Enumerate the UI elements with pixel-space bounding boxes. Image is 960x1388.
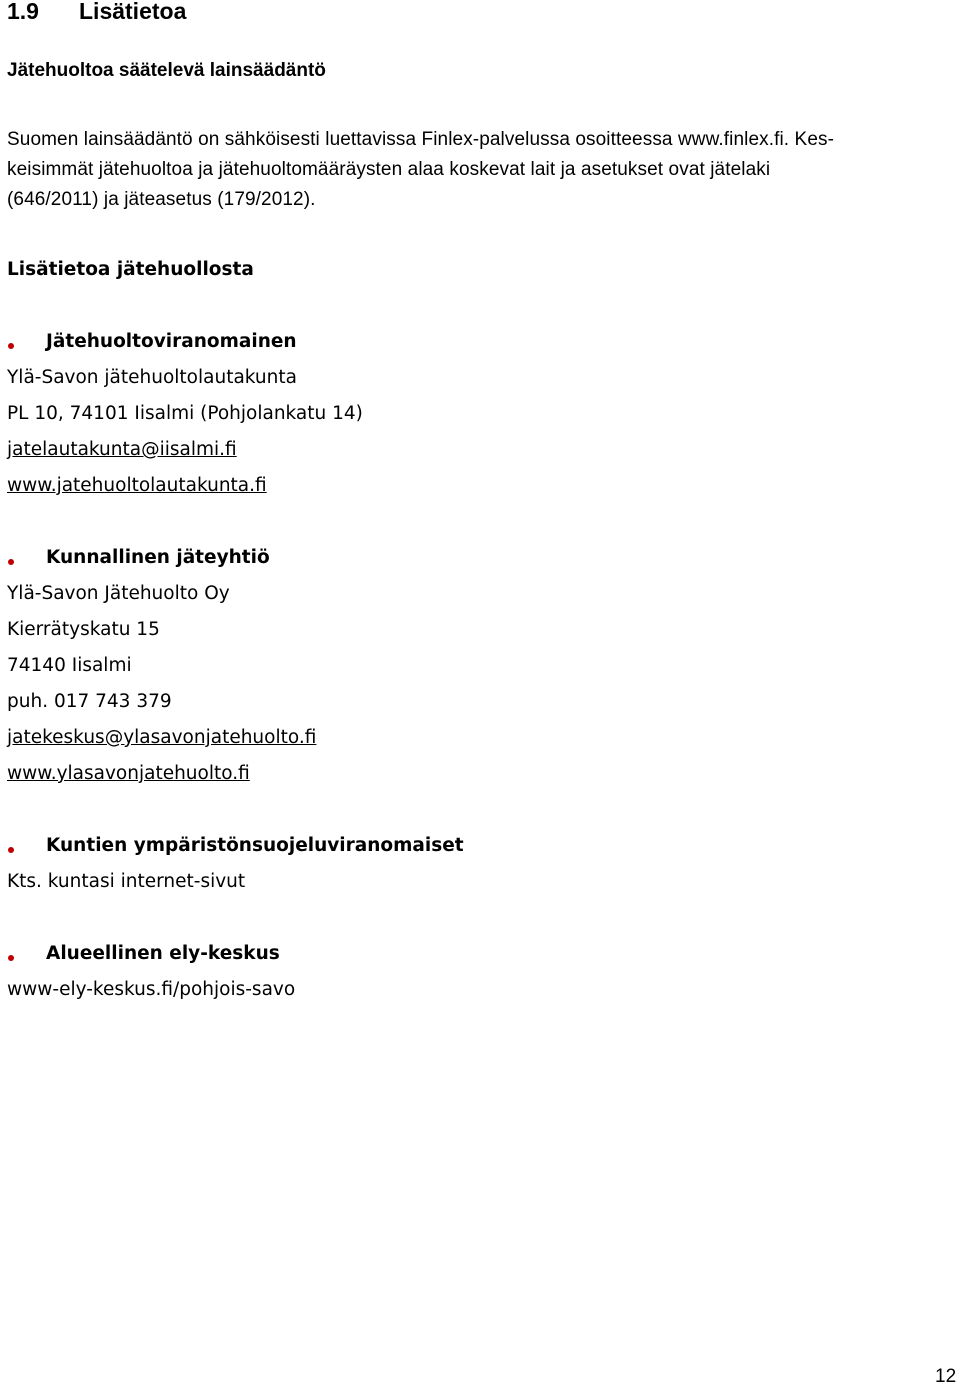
bullet-icon (8, 559, 14, 565)
legislation-line: Suomen lainsäädäntö on sähköisesti luettavissa Finlex-palvelussa osoitteessa www.finlex.fi. Kes- (7, 129, 835, 150)
bullet-icon (8, 955, 14, 961)
section-number: 1.9 (7, 0, 39, 24)
environment-title: Kuntien ympäristönsuojeluviranomaiset (46, 835, 464, 856)
bullet-icon (8, 847, 14, 853)
page-number: 12 (935, 1366, 957, 1387)
company-email-link[interactable]: jatekeskus@ylasavonjatehuolto.fi (7, 727, 317, 748)
authority-email-link[interactable]: jatelautakunta@iisalmi.fi (7, 439, 237, 460)
authority-name: Ylä-Savon jätehuoltolautakunta (7, 367, 297, 388)
authority-web-link[interactable]: www.jatehuoltolautakunta.fi (7, 475, 267, 496)
legislation-line: keisimmät jätehuoltoa ja jätehuoltomääräysten alaa koskevat lait ja asetukset ovat jätelaki (7, 159, 771, 180)
legislation-line: (646/2011) ja jäteasetus (179/2012). (7, 189, 316, 210)
company-web-link[interactable]: www.ylasavonjatehuolto.fi (7, 763, 250, 784)
authority-address: PL 10, 74101 Iisalmi (Pohjolankatu 14) (7, 403, 363, 424)
company-street: Kierrätyskatu 15 (7, 619, 160, 640)
company-title: Kunnallinen jäteyhtiö (46, 547, 270, 568)
ely-text: www-ely-keskus.fi/pohjois-savo (7, 979, 296, 1000)
section-heading (7, 0, 186, 25)
bullet-icon (8, 343, 14, 349)
ely-title: Alueellinen ely-keskus (46, 943, 280, 964)
info-title: Lisätietoa jätehuollosta (7, 259, 254, 280)
authority-title: Jätehuoltoviranomainen (46, 331, 297, 352)
company-phone: puh. 017 743 379 (7, 691, 172, 712)
environment-text: Kts. kuntasi internet-sivut (7, 871, 246, 892)
company-name: Ylä-Savon Jätehuolto Oy (7, 583, 230, 604)
legislation-paragraph (7, 125, 952, 215)
company-city: 74140 Iisalmi (7, 655, 132, 676)
section-title: Lisätietoa (79, 0, 187, 24)
legislation-title: Jätehuoltoa säätelevä lainsäädäntö (7, 60, 326, 81)
